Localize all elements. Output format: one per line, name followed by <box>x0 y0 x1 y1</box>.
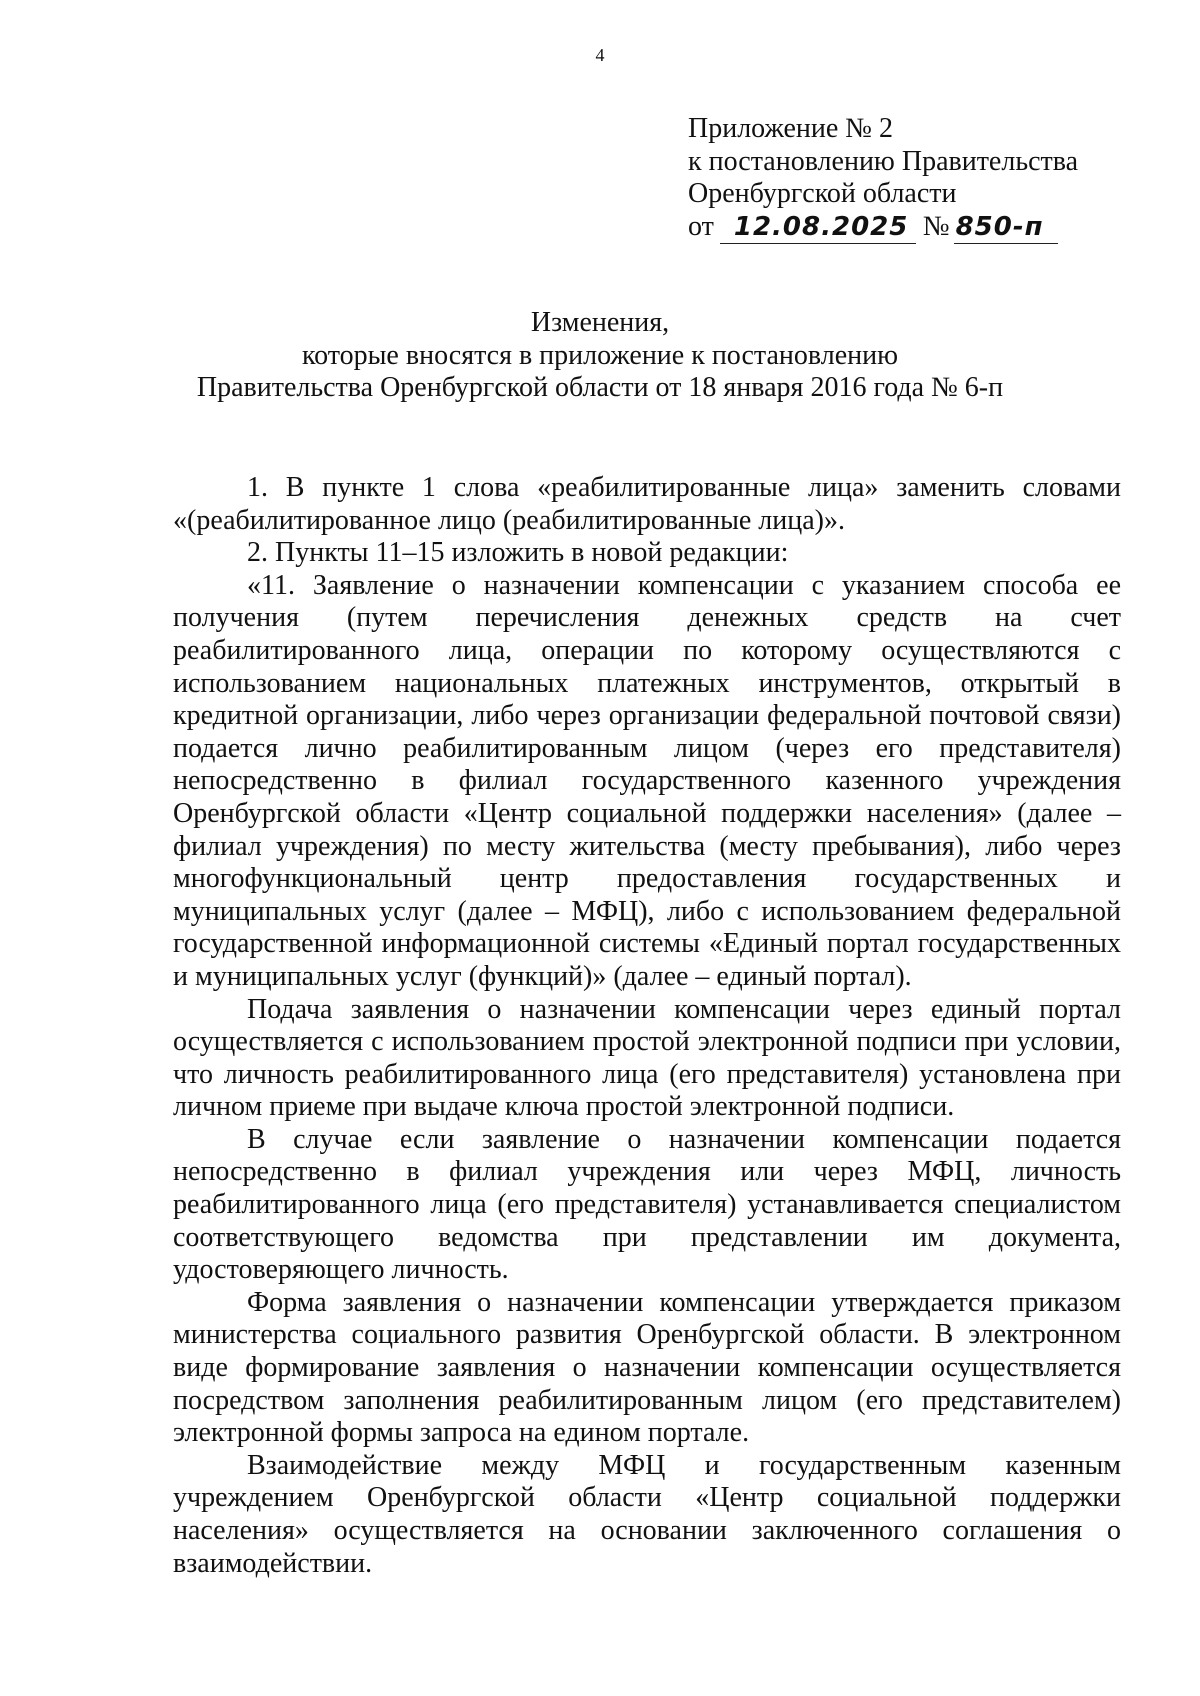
title-line-3: Правительства Оренбургской области от 18 января 2016 года № 6-п <box>196 372 1004 403</box>
title-line-1: Изменения, <box>530 307 670 338</box>
appendix-line-3: Оренбургской области <box>688 178 957 209</box>
handwritten-date: 12.08.2025 <box>720 211 916 245</box>
appendix-line-2: к постановлению Правительства <box>688 145 1079 177</box>
paragraph: Подача заявления о назначении компенсации через единый портал осуществляется с использованием простой электронной подписи при условии, что личность реабилитированного лица (его представителя) установлена при личном приеме при выдаче ключа простой электронной подписи. <box>173 993 1121 1123</box>
document-body <box>173 472 1121 1580</box>
paragraph: «11. Заявление о назначении компенсации с указанием способа ее получения (путем перечисления денежных средств на счет реабилитированного лица, операции по которому осуществляются с использованием национальных платежных инструментов, открытый в кредитной организации, либо через организации федеральной почтовой связи) подается лично реабилитированным лицом (через его представителя) непосредственно в филиал государственного казенного учреждения Оренбургской области «Центр социальной поддержки населения» (далее – филиал учреждения) по месту жительства (месту пребывания), либо через многофункциональный центр предоставления государственных и муниципальных услуг (далее – МФЦ), либо с использованием федеральной государственной информационной системы «Единый портал государственных и муниципальных услуг (функций)» (далее – единый портал). <box>173 569 1121 992</box>
paragraph: Взаимодействие между МФЦ и государственным казенным учреждением Оренбургской области «Центр социальной поддержки населения» осуществляется на основании заключенного соглашения о взаимодействии. <box>173 1449 1121 1579</box>
date-prefix: от <box>688 210 714 242</box>
paragraph: В случае если заявление о назначении компенсации подается непосредственно в филиал учреждения или через МФЦ, личность реабилитированного лица (его представителя) устанавливается специалистом соответствующего ведомства при представлении им документа, удостоверяющего личность. <box>173 1123 1121 1286</box>
page-number: 4 <box>595 45 605 65</box>
document-title <box>0 307 1200 405</box>
paragraph: 1. В пункте 1 слова «реабилитированные лица» заменить словами «(реабилитированное лицо (реабилитированные лица)». <box>173 472 1121 536</box>
handwritten-number: 850-п <box>954 211 1058 245</box>
title-line-2: которые вносятся в приложение к постановлению <box>301 339 899 371</box>
appendix-date-line <box>688 211 1168 245</box>
paragraph: Форма заявления о назначении компенсации утверждается приказом министерства социального развития Оренбургской области. В электронном виде формирование заявления о назначении компенсации осуществляется посредством заполнения реабилитированным лицом (его представителем) электронной формы запроса на едином портале. <box>173 1286 1121 1449</box>
paragraph: 2. Пункты 11–15 изложить в новой редакции: <box>247 537 789 569</box>
appendix-header <box>688 113 1168 244</box>
number-prefix: № <box>922 210 950 242</box>
appendix-line-1: Приложение № 2 <box>688 113 893 144</box>
